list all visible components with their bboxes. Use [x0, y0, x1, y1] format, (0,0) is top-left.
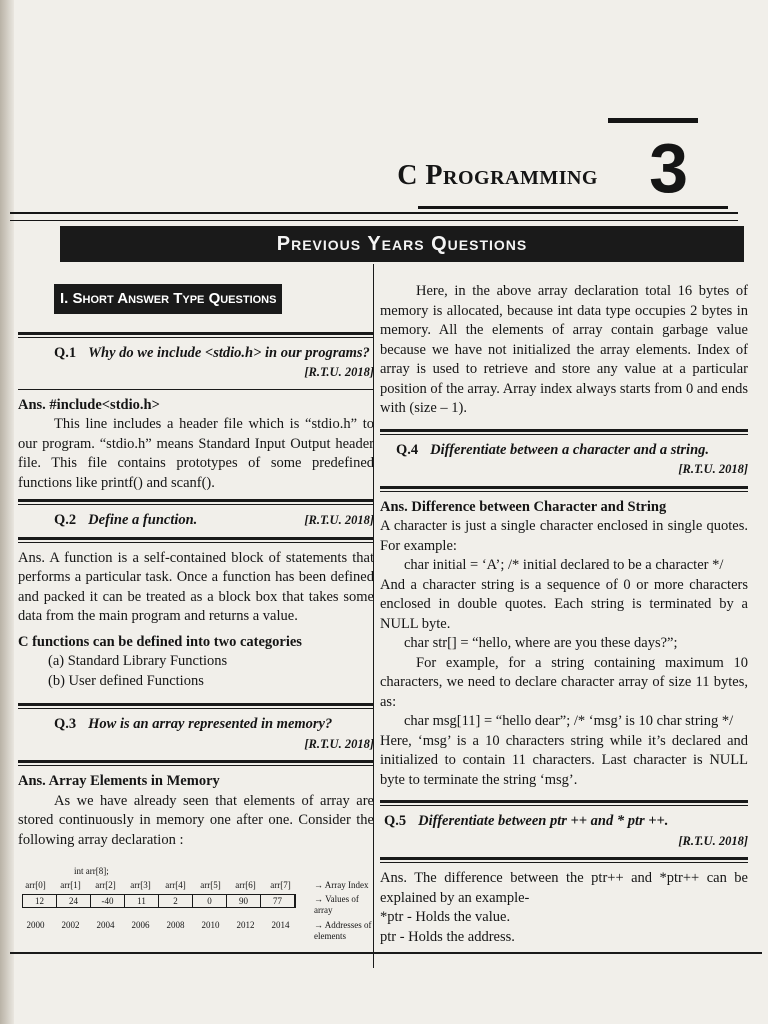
- question-2: [18, 511, 374, 531]
- question-4: [380, 441, 748, 461]
- answer-heading: Ans. Difference between Character and String: [380, 498, 667, 515]
- array-cell: 77: [261, 895, 295, 907]
- footer-rule: [10, 952, 762, 954]
- list-item: (a) Standard Library Functions: [48, 653, 228, 669]
- answer-line: *ptr - Holds the value.: [380, 909, 511, 925]
- array-cell: -40: [91, 895, 125, 907]
- array-cell: 12: [23, 895, 57, 907]
- values-caption: → Values of array: [314, 894, 359, 915]
- index-label: arr[6]: [235, 880, 256, 890]
- answer-text: As we have already seen that elements of array are stored continuously in memory one after one. Consider the following array declaration :: [18, 792, 374, 848]
- chapter-title: C Programming: [397, 160, 598, 191]
- address-label: 2014: [271, 920, 290, 930]
- question-1: [18, 344, 374, 364]
- header-divider: [10, 212, 738, 221]
- index-label: arr[2]: [95, 880, 116, 890]
- question-number: Q.3: [54, 716, 77, 732]
- code-line: char str[] = “hello, where are you these days?”;: [404, 635, 678, 651]
- array-cell: 2: [159, 895, 193, 907]
- question-number: Q.5: [384, 813, 407, 829]
- section-heading: I. Short Answer Type Questions: [54, 284, 282, 314]
- code-line: char initial = ‘A’; /* initial declared to be a character */: [404, 557, 724, 573]
- address-label: 2010: [201, 920, 220, 930]
- answer-text: And a character string is a sequence of 0 or more characters enclosed in double quotes. Each string is terminated by a NULL byte.: [380, 576, 748, 632]
- section-banner: Previous Years Questions: [60, 226, 744, 262]
- question-text: Differentiate between ptr ++ and * ptr ++.: [418, 813, 669, 829]
- address-label: 2008: [166, 920, 185, 930]
- rule: [380, 486, 748, 492]
- array-cell: 11: [125, 895, 159, 907]
- page-edge: [0, 0, 14, 1024]
- index-label: arr[5]: [200, 880, 221, 890]
- code-line: char msg[11] = “hello dear”; /* ‘msg’ is 10 char string */: [404, 713, 734, 729]
- index-label: arr[7]: [270, 880, 291, 890]
- address-label: 2006: [131, 920, 150, 930]
- answer-subheading: C functions can be defined into two categories: [18, 633, 302, 650]
- chapter-number: 3: [649, 129, 688, 207]
- address-label: 2004: [96, 920, 115, 930]
- left-column: [18, 284, 374, 966]
- array-declaration: int arr[8];: [74, 866, 109, 876]
- address-label: 2002: [61, 920, 80, 930]
- answer-heading: Ans. Array Elements in Memory: [18, 773, 220, 789]
- rule: [18, 537, 374, 543]
- index-label: arr[1]: [60, 880, 81, 890]
- question-reference: [R.T.U. 2018]: [678, 462, 748, 476]
- question-number: Q.1: [54, 344, 77, 361]
- rule: [380, 857, 748, 863]
- chapter-rule-bottom: [418, 206, 728, 209]
- array-diagram: [18, 866, 374, 966]
- array-cells: [22, 894, 296, 908]
- question-number: Q.4: [396, 441, 419, 458]
- index-label: arr[3]: [130, 880, 151, 890]
- question-text: Why do we include <stdio.h> in our programs?: [88, 344, 370, 361]
- answer-text: A character is just a single character enclosed in single quotes. For example:: [380, 518, 748, 554]
- question-reference: [R.T.U. 2018]: [304, 513, 374, 527]
- array-index-labels: [18, 880, 338, 891]
- rule: [18, 389, 374, 390]
- question-3: [18, 715, 374, 735]
- array-index-caption: → Array Index: [314, 880, 369, 890]
- array-addresses: [18, 920, 298, 931]
- rule: [380, 800, 748, 806]
- rule: [380, 429, 748, 435]
- question-text: Define a function.: [88, 512, 198, 528]
- array-cell: 90: [227, 895, 261, 907]
- answer-text: For example, for a string containing maximum 10 characters, we need to declare character array of size 11 bytes, as:: [380, 654, 748, 710]
- question-text: Differentiate between a character and a string.: [430, 441, 710, 458]
- array-cell: 24: [57, 895, 91, 907]
- question-reference: [R.T.U. 2018]: [304, 736, 374, 751]
- index-label: arr[4]: [165, 880, 186, 890]
- chapter-rule-top: [608, 118, 698, 123]
- address-label: 2012: [236, 920, 255, 930]
- question-text: How is an array represented in memory?: [88, 716, 333, 732]
- rule: [18, 760, 374, 766]
- answer-heading: Ans. #include<stdio.h>: [18, 396, 160, 413]
- rule: [18, 703, 374, 709]
- chapter-header: [398, 118, 728, 218]
- rule: [18, 332, 374, 338]
- answer-text: Ans. A function is a self-contained block of statements that performs a particular task. Once a function has been defined and packed it can be treated as a block box that takes some data from the main program and returns a value.: [18, 549, 374, 624]
- right-column: [380, 282, 748, 947]
- question-reference: [R.T.U. 2018]: [304, 365, 374, 379]
- index-label: arr[0]: [25, 880, 46, 890]
- question-number: Q.2: [54, 512, 77, 528]
- answer-text: This line includes a header file which is “stdio.h” to our program. “stdio.h” means Standard Input Output header file. This file contains prototypes of some predefined functions like printf() and scanf().: [18, 416, 374, 491]
- question-5: [380, 812, 748, 832]
- answer-text: Ans. The difference between the ptr++ and *ptr++ can be explained by an example-: [380, 870, 748, 906]
- array-cell: 0: [193, 895, 227, 907]
- list-item: (b) User defined Functions: [48, 672, 204, 689]
- address-label: 2000: [26, 920, 45, 930]
- answer-line: ptr - Holds the address.: [380, 928, 515, 945]
- addresses-caption: → Addresses of elements: [314, 920, 372, 941]
- question-reference: [R.T.U. 2018]: [678, 833, 748, 848]
- paragraph: Here, in the above array declaration total 16 bytes of memory is allocated, because int data type occupies 2 bytes in memory. All the elements of array contain garbage value because we have not initialized the array elements. Index of array is used to retrieve and store any value at a particular position of the array. Array index always starts from 0 and ends with (size – 1).: [380, 283, 748, 416]
- answer-text: Here, ‘msg’ is a 10 characters string while it’s declared and initialized to contain 11 characters. Last character is NULL byte to terminate the string ‘msg’.: [380, 732, 748, 788]
- rule: [18, 499, 374, 505]
